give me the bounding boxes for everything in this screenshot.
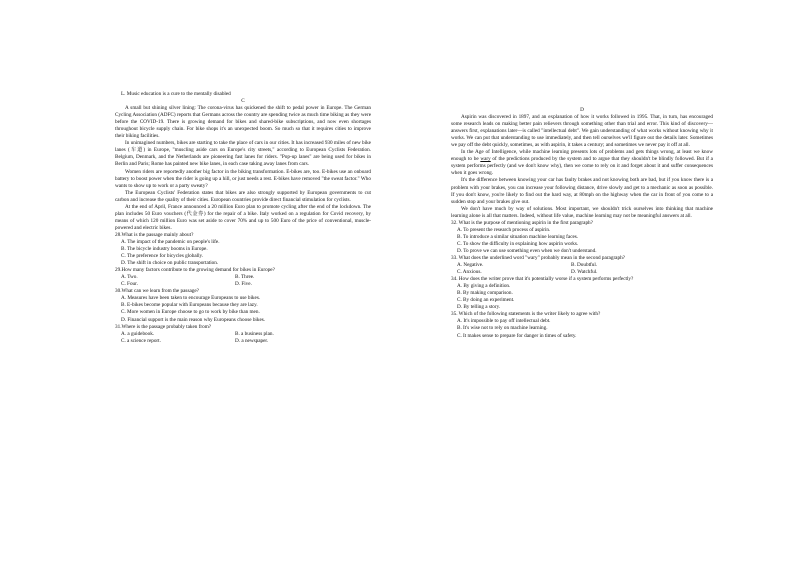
option-b: B. Doubtful.: [571, 262, 598, 269]
question-33: [451, 255, 713, 276]
left-column: [115, 91, 371, 345]
passage-d-paragraph-3: It's the difference between knowing your car has faulty brakes and not knowing both are bad, but if you know there is a problem with your brakes, you can increase your following distance, drive slowly and get to a mechanic as soon as possible. If you don't know, you're likely to find out the hard way, at 80mph on the highway when the car in front of you come to a sudden stop and your brakes give out.: [451, 177, 713, 205]
option-c: C. It makes sense to prepare for danger in times of safety.: [457, 332, 577, 339]
question-30: [115, 288, 371, 323]
option-b: B. To introduce a similar situation machine learning faces.: [457, 233, 579, 240]
question-35: [451, 311, 713, 339]
option-a: A. a guidebook.: [121, 330, 155, 337]
option-b: B. E-bikes become popular with Europeans because they are lazy.: [121, 302, 258, 309]
option-c: C. a science report.: [121, 337, 161, 344]
option-a: A. Two.: [121, 274, 138, 281]
option-c: C. To show the difficulty in explaining how aspirin works.: [457, 240, 579, 247]
paragraph-text-after: of the predictions produced by the system and to argue that they shouldn't be blindly followed. But if a system performs perfectly (and we don't know why), then we come to rely on it and forget about it and suffer consequences when it goes wrong.: [451, 156, 713, 177]
passage-d-paragraph-4: We don't have much by way of solutions. Most important, we shouldn't trick ourselves into thinking that machine learning alone is all that matters. Indeed, without life value, machine learning may not be meaningful answers at all.: [451, 205, 713, 219]
passage-c-paragraph-1: A small but shining silver lining: The corona-virus has quickened the shift to pedal power in Europe. The German Cycling Association (ADFC) reports that Germans across the country are spending twice as much time biking as they were before the COVID-19. There is growing demand for bikes and shared-bike subscriptions, and now even shortages throughout bicycle supply chain. For bike shops it's an unexpected boom. So much so that it requires cities to improve their biking facilities.: [115, 105, 371, 140]
question-stem: 34. How does the writer prove that it's potentially worse if a system performs perfectly?: [451, 276, 634, 283]
option-d: D. Financial support is the main reason why Europeans choose bikes.: [121, 316, 266, 323]
question-stem: 29.How many factors contribute to the growing demand for bikes in Europe?: [115, 267, 275, 274]
option-a: A. The impact of the pandemic on people's life.: [121, 238, 220, 245]
question-28: [115, 232, 371, 267]
passage-c-paragraph-2: In unimagined numbers, bikes are starting to take the place of cars in our cities. It has increased 930 miles of new bike lanes (车道) in Europe, "muscling aside cars on Europe's city streets," according to European Cyclists Federation. Belgium, Denmark, and the Netherlands are pioneering fast lanes for riders. "Pop-up lanes" are being used for bikes in Berlin and Paris; Rome has painted new bike lanes, in each case taking away lanes from cars.: [115, 140, 371, 168]
passage-d-paragraph-1: Aspirin was discovered in 1897, and an explanation of how it works followed in 1995. That, in turn, has encouraged some research leads on making better pain relievers through something other than trial and error. This kind of discovery—answers first, explanations later—is called "intellectual debt". We gain understanding of what works without knowing why it works. We can put that understanding to use immediately, and then tell ourselves we'll figure out the details later. Sometimes we pay off the debt quickly, sometimes, as with aspirin, it takes a century; and sometimes we never pay it off at all.: [451, 114, 713, 149]
option-c: C. By doing an experiment.: [457, 297, 515, 304]
question-29: [115, 267, 371, 288]
option-b: B. a business plan.: [235, 330, 274, 337]
right-column: [451, 107, 713, 340]
option-d: D. Five.: [235, 281, 252, 288]
question-31: [115, 324, 371, 345]
question-stem: 28.What is the passage mainly about?: [115, 231, 194, 238]
option-d: D. The shift in choice on public transportation.: [121, 260, 219, 267]
option-d: D. Watchful.: [571, 269, 598, 276]
option-a: A. It's impossible to pay off intellectual debt.: [457, 318, 551, 325]
option-b: B. By making comparison.: [457, 290, 513, 297]
option-b: B. It's wise not to rely on machine learning.: [457, 325, 548, 332]
question-stem: 35. Which of the following statements is the writer likely to agree with?: [451, 311, 601, 318]
previous-option-l: L. Music education is a cure to the mentally disabled: [121, 91, 231, 97]
paragraph-text-before: In the Age of Intelligence, while machine learning presents lots of problems and gets things wrong, at least we know enough to be: [451, 149, 713, 163]
option-c: C. Four.: [121, 281, 138, 288]
option-a: A. Measures have been taken to encourage Europeans to use bikes.: [121, 295, 261, 302]
option-row: [121, 338, 371, 345]
option-d: D. To prove we can use something even when we don't understand.: [457, 247, 597, 254]
option-c: C. Anxious.: [457, 269, 482, 276]
section-heading-c: C: [241, 98, 245, 105]
question-stem: 30.What can we learn from the passage?: [115, 288, 199, 295]
question-stem: 33. What does the underlined word "wary" probably mean in the second paragraph?: [451, 254, 625, 261]
option-a: A. By giving a definition.: [457, 283, 511, 290]
option-d: D. By telling a story.: [457, 304, 501, 311]
passage-c-paragraph-5: At the end of April, France announced a 20 million Euro plan to promote cycling after the end of the lockdown. The plan includes 50 Euro vouchers (代金券) for the repair of a bike. Italy worked on a regulation for Covid recovery, by means of which 120 million Euro was set aside to cover 70% and up to 500 Euro of the price of conventional, muscle-powered and electric bikes.: [115, 203, 371, 231]
question-34: [451, 276, 713, 311]
option-c: C. The preference for bicycles globally.: [121, 253, 204, 260]
option-b: B. Three.: [235, 274, 255, 281]
underlined-word-wary: wary: [480, 156, 491, 163]
passage-d-paragraph-2: [451, 149, 713, 177]
option-a: A. To present the research process of aspirin.: [457, 226, 551, 233]
passage-c-paragraph-3: Women riders are reportedly another big factor in the biking transformation. E-bikes are, too. E-bikes use an onboard battery to boost power when the rider is going up a hill, or just needs a rest. E-bikes have removed "the sweat factor." Who wants to show up to work or a party sweaty?: [115, 168, 371, 189]
option-d: D. a newspaper.: [235, 337, 269, 344]
option-row: [121, 274, 371, 281]
option-a: A. Negative.: [457, 262, 484, 269]
question-32: [451, 220, 713, 255]
question-stem: 31.Where is the passage probably taken from?: [115, 323, 212, 330]
section-heading-d: D: [580, 107, 584, 113]
question-stem: 32. What is the purpose of mentioning aspirin in the first paragraph?: [451, 219, 593, 226]
option-row: [121, 331, 371, 338]
option-c: C. More women in Europe choose to go to work by bike than men.: [121, 309, 260, 316]
passage-c-paragraph-4: The European Cyclists' Federation states that bikes are also strongly supported by European governments to cut carbon and increase the quality of their cities. European countries provide direct financial stimulation for cyclists.: [115, 189, 371, 203]
option-b: B. The bicycle industry booms in Europe.: [121, 246, 208, 253]
